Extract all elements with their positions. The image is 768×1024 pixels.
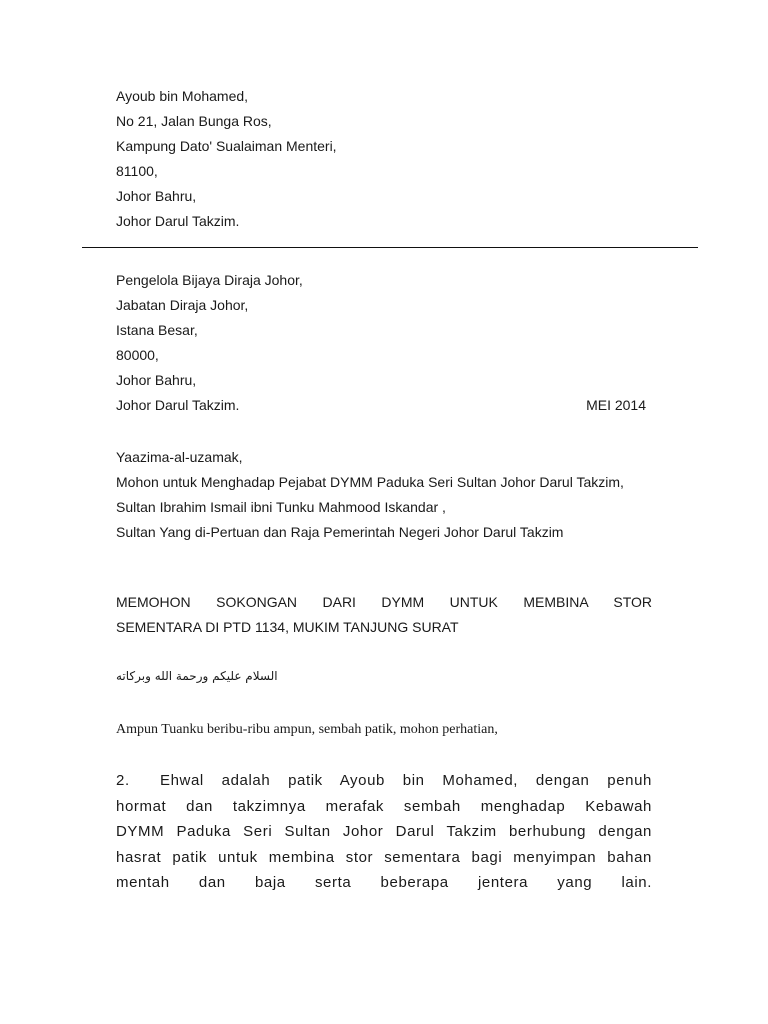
subject-line: MEMOHON SOKONGAN DARI DYMM UNTUK MEMBINA STOR	[116, 594, 652, 610]
recipient-line: Pengelola Bijaya Diraja Johor,	[116, 272, 303, 288]
arabic-greeting: السلام عليكم ورحمة الله وبركاته	[116, 669, 278, 683]
recipient-line: Johor Darul Takzim.	[116, 397, 240, 413]
sender-line: Johor Darul Takzim.	[116, 213, 240, 229]
sender-line: No 21, Jalan Bunga Ros,	[116, 113, 272, 129]
recipient-address	[116, 268, 652, 418]
subject-line: SEMENTARA DI PTD 1134, MUKIM TANJUNG SURAT	[116, 619, 459, 635]
recipient-line: 80000,	[116, 347, 159, 363]
paragraph-2	[116, 768, 652, 896]
paragraph-line: mentah dan baja serta beberapa jentera yang lain.	[116, 874, 652, 891]
sender-line: Ayoub bin Mohamed,	[116, 88, 249, 104]
recipient-line-with-date	[116, 393, 652, 418]
recipient-line: Johor Bahru,	[116, 372, 197, 388]
paragraph-line: hormat dan takzimnya merafak sembah menghadap Kebawah	[116, 797, 652, 815]
salutation-line: Sultan Ibrahim Ismail ibni Tunku Mahmood Iskandar ,	[116, 499, 446, 515]
sender-line: Johor Bahru,	[116, 188, 197, 204]
recipient-line: Jabatan Diraja Johor,	[116, 297, 249, 313]
paragraph-line: hasrat patik untuk membina stor sementara bagi menyimpan bahan	[116, 848, 652, 866]
salutation-line: Sultan Yang di-Pertuan dan Raja Pemerintah Negeri Johor Darul Takzim	[116, 524, 564, 540]
paragraph-number: 2.	[116, 772, 130, 789]
salutation-line: Yaazima-al-uzamak,	[116, 449, 243, 465]
paragraph-line	[116, 768, 652, 794]
salutation	[116, 445, 652, 545]
paragraph-line-text: Ehwal adalah patik Ayoub bin Mohamed, dengan penuh	[160, 772, 652, 789]
paragraph-line: DYMM Paduka Seri Sultan Johor Darul Takzim berhubung dengan	[116, 823, 652, 840]
letter-date: MEI 2014	[586, 397, 646, 413]
sender-address	[116, 84, 652, 234]
opening-line: Ampun Tuanku beribu-ribu ampun, sembah patik, mohon perhatian,	[116, 722, 498, 737]
address-divider	[82, 247, 698, 248]
recipient-line: Istana Besar,	[116, 322, 198, 338]
salutation-line: Mohon untuk Menghadap Pejabat DYMM Paduka Seri Sultan Johor Darul Takzim,	[116, 474, 624, 490]
sender-line: 81100,	[116, 163, 158, 179]
subject-heading	[116, 590, 652, 640]
sender-line: Kampung Dato' Sualaiman Menteri,	[116, 138, 337, 154]
